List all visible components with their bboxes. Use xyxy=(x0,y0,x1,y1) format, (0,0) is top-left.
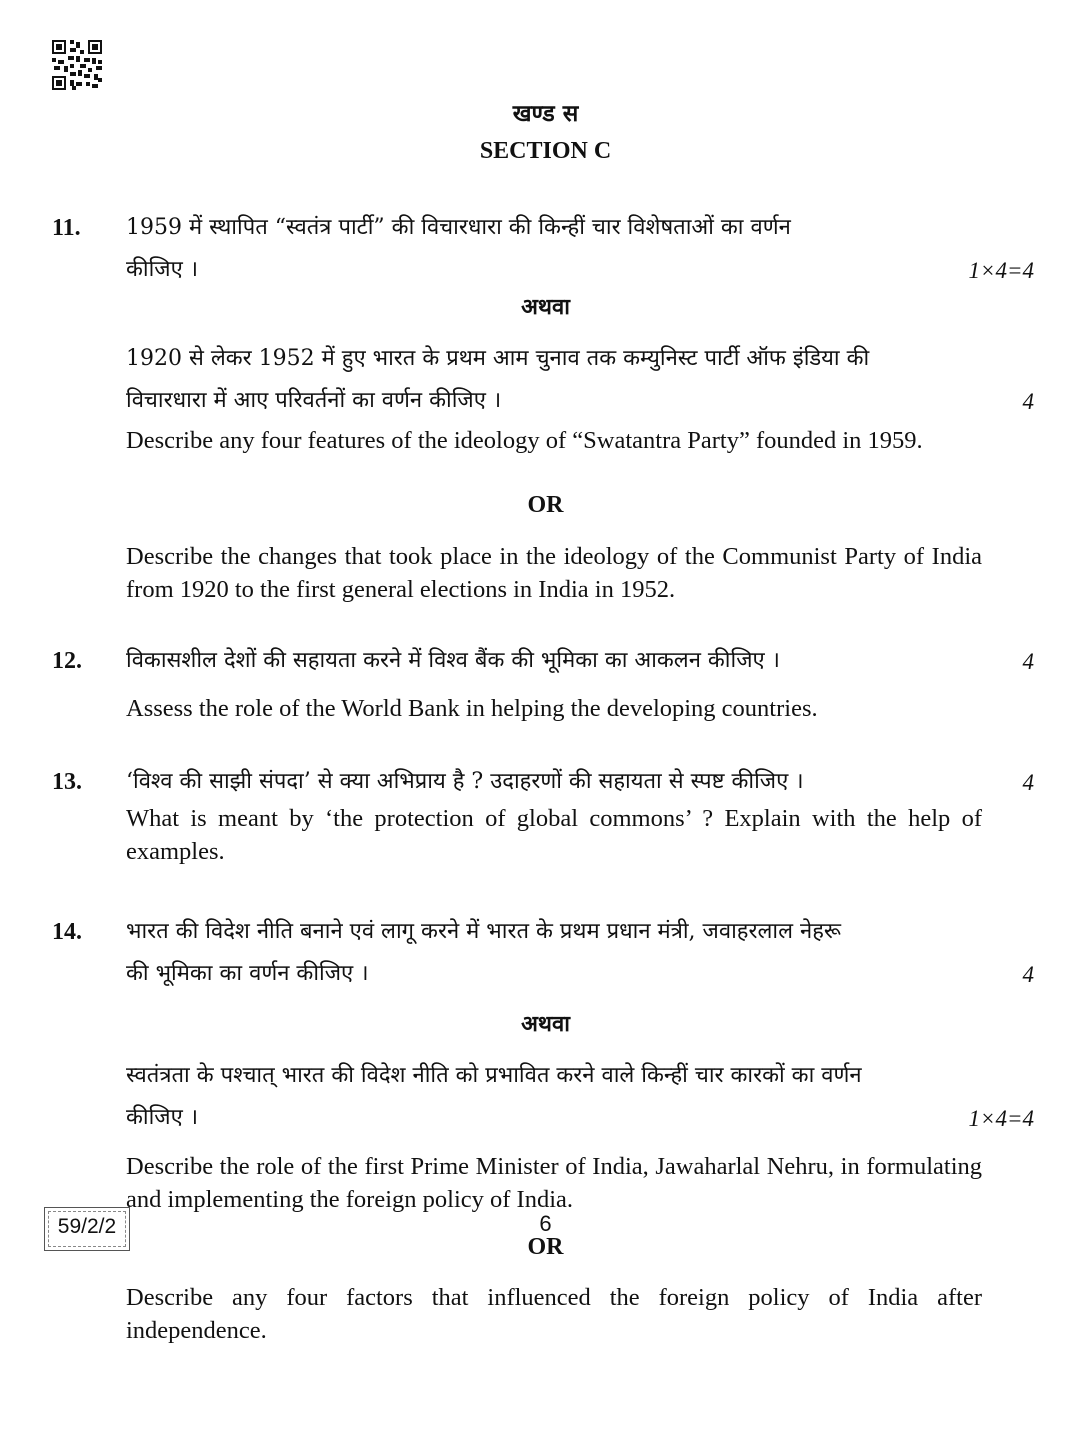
or-english: OR xyxy=(527,492,564,518)
question-14-english: Describe the role of the first Prime Minister of India, Jawaharlal Nehru, in formulating and implementing the foreign policy of India. xyxy=(126,1153,982,1213)
or-hindi-2: अथवा xyxy=(521,1011,570,1037)
section-title-hindi: खण्ड स xyxy=(512,100,579,127)
qr-code-icon xyxy=(52,40,102,90)
question-14-alt-english: Describe any four factors that influenced the foreign policy of India after independence. xyxy=(126,1284,982,1344)
question-11-hindi-line2: कीजिए । xyxy=(126,257,199,282)
question-13-number: 13. xyxy=(52,769,82,795)
or-hindi: अथवा xyxy=(521,294,570,320)
question-14-hindi-line2: की भूमिका का वर्णन कीजिए । xyxy=(126,961,369,986)
question-11-marks: 1×4=4 xyxy=(968,258,1034,283)
question-12-english: Assess the role of the World Bank in helping the developing countries. xyxy=(126,695,818,722)
question-13-marks: 4 xyxy=(1022,770,1034,795)
question-11-alt-hindi-line2: विचारधारा में आए परिवर्तनों का वर्णन कीजिए । xyxy=(126,388,502,413)
question-14-hindi-line1: भारत की विदेश नीति बनाने एवं लागू करने में भारत के प्रथम प्रधान मंत्री, जवाहरलाल नेहरू xyxy=(126,919,841,944)
question-12-number: 12. xyxy=(52,648,82,674)
question-14-alt-marks: 1×4=4 xyxy=(968,1106,1034,1131)
or-english-2: OR xyxy=(527,1234,564,1260)
paper-code: 59/2/2 xyxy=(57,1215,117,1238)
page-number: 6 xyxy=(539,1211,552,1236)
question-14-marks: 4 xyxy=(1022,962,1034,987)
question-12-marks: 4 xyxy=(1022,649,1034,674)
question-11-english: Describe any four features of the ideology of “Swatantra Party” founded in 1959. xyxy=(126,427,923,454)
question-11-alt-english: Describe the changes that took place in the ideology of the Communist Party of India from 1920 to the first general elections in India in 1952. xyxy=(126,543,982,603)
question-14-alt-hindi-line1: स्वतंत्रता के पश्चात् भारत की विदेश नीति को प्रभावित करने वाले किन्हीं चार कारकों का वर्णन xyxy=(126,1063,862,1088)
question-14-alt-hindi-line2: कीजिए । xyxy=(126,1105,199,1130)
question-12-hindi: विकासशील देशों की सहायता करने में विश्व बैंक की भूमिका का आकलन कीजिए । xyxy=(126,648,781,673)
question-13-hindi: ‘विश्व की साझी संपदा’ से क्या अभिप्राय है ? उदाहरणों की सहायता से स्पष्ट कीजिए । xyxy=(126,769,804,794)
question-11-number: 11. xyxy=(52,215,81,241)
question-14-number: 14. xyxy=(52,919,82,945)
question-11-hindi-line1: 1959 में स्थापित “स्वतंत्र पार्टी” की विचारधारा की किन्हीं चार विशेषताओं का वर्णन xyxy=(126,215,791,240)
question-13-english: What is meant by ‘the protection of global commons’ ? Explain with the help of examples. xyxy=(126,805,982,865)
question-11-alt-hindi-line1: 1920 से लेकर 1952 में हुए भारत के प्रथम आम चुनाव तक कम्युनिस्ट पार्टी ऑफ इंडिया की xyxy=(126,346,870,371)
section-title-english: SECTION C xyxy=(479,138,612,164)
question-11-alt-marks: 4 xyxy=(1022,389,1034,414)
